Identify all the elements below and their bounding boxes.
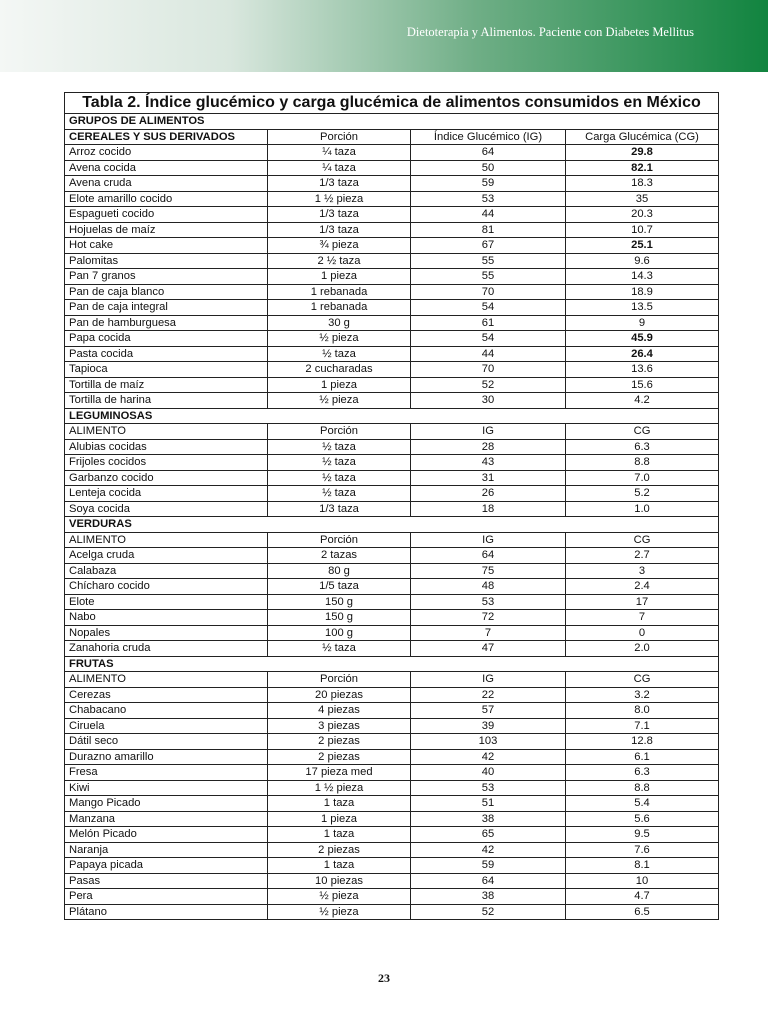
ig-cell: 30 (411, 393, 566, 409)
portion-cell: ½ pieza (268, 904, 411, 920)
ig-cell: 26 (411, 486, 566, 502)
ig-cell: 52 (411, 904, 566, 920)
portion-cell: 1 taza (268, 796, 411, 812)
portion-cell: 30 g (268, 315, 411, 331)
food-name: Hot cake (65, 238, 268, 254)
cg-cell: 5.6 (566, 811, 719, 827)
portion-cell: 3 piezas (268, 718, 411, 734)
table-row (65, 253, 719, 269)
table-row (65, 703, 719, 719)
cg-cell: 4.7 (566, 889, 719, 905)
cg-cell: 6.1 (566, 749, 719, 765)
portion-cell: ½ taza (268, 346, 411, 362)
portion-cell: ½ pieza (268, 331, 411, 347)
table-row (65, 191, 719, 207)
cg-cell: 15.6 (566, 377, 719, 393)
ig-cell: 67 (411, 238, 566, 254)
cg-cell: 14.3 (566, 269, 719, 285)
portion-cell: 1 taza (268, 827, 411, 843)
cg-cell: 13.6 (566, 362, 719, 378)
section-title-row (65, 517, 719, 533)
ig-cell: 44 (411, 207, 566, 223)
ig-cell: 47 (411, 641, 566, 657)
portion-cell: 2 ½ taza (268, 253, 411, 269)
ig-cell: 43 (411, 455, 566, 471)
ig-cell: 28 (411, 439, 566, 455)
column-header: IG (411, 424, 566, 440)
cg-cell: 7.1 (566, 718, 719, 734)
food-name: Elote amarillo cocido (65, 191, 268, 207)
portion-cell: 100 g (268, 625, 411, 641)
portion-cell: 2 cucharadas (268, 362, 411, 378)
table-row (65, 439, 719, 455)
table-row (65, 811, 719, 827)
ig-cell: 64 (411, 548, 566, 564)
food-name: Papaya picada (65, 858, 268, 874)
cg-cell: 8.0 (566, 703, 719, 719)
food-name: Mango Picado (65, 796, 268, 812)
cg-cell: 9 (566, 315, 719, 331)
cg-cell: 9.6 (566, 253, 719, 269)
cg-cell: 82.1 (566, 160, 719, 176)
portion-cell: 1/3 taza (268, 222, 411, 238)
table-row (65, 176, 719, 192)
food-name: Melón Picado (65, 827, 268, 843)
cg-cell: 8.8 (566, 455, 719, 471)
food-name: Dátil seco (65, 734, 268, 750)
food-name: Pera (65, 889, 268, 905)
food-name: Ciruela (65, 718, 268, 734)
glycemic-table (64, 92, 719, 920)
column-header: ALIMENTO (65, 424, 268, 440)
table-row (65, 300, 719, 316)
ig-cell: 7 (411, 625, 566, 641)
ig-cell: 48 (411, 579, 566, 595)
ig-cell: 64 (411, 145, 566, 161)
section-header-row (65, 129, 719, 145)
ig-cell: 70 (411, 362, 566, 378)
section-title: VERDURAS (65, 517, 719, 533)
table-row (65, 749, 719, 765)
food-name: Kiwi (65, 780, 268, 796)
portion-cell: 17 pieza med (268, 765, 411, 781)
table-row (65, 486, 719, 502)
ig-cell: 55 (411, 253, 566, 269)
portion-cell: 4 piezas (268, 703, 411, 719)
food-name: Palomitas (65, 253, 268, 269)
section-title-row (65, 656, 719, 672)
portion-cell: 80 g (268, 563, 411, 579)
table-row (65, 579, 719, 595)
portion-cell: 2 piezas (268, 734, 411, 750)
cg-cell: 6.3 (566, 439, 719, 455)
food-name: Plátano (65, 904, 268, 920)
cg-cell: 12.8 (566, 734, 719, 750)
table-row (65, 145, 719, 161)
portion-cell: 20 piezas (268, 687, 411, 703)
portion-cell: ¼ taza (268, 145, 411, 161)
table-row (65, 858, 719, 874)
food-name: Espagueti cocido (65, 207, 268, 223)
portion-cell: 2 tazas (268, 548, 411, 564)
section-title-row (65, 408, 719, 424)
table-row (65, 315, 719, 331)
portion-cell: ¾ pieza (268, 238, 411, 254)
cg-cell: 8.1 (566, 858, 719, 874)
ig-cell: 55 (411, 269, 566, 285)
ig-cell: 64 (411, 873, 566, 889)
food-name: Arroz cocido (65, 145, 268, 161)
table-row (65, 904, 719, 920)
ig-cell: 75 (411, 563, 566, 579)
column-header: Índice Glucémico (IG) (411, 129, 566, 145)
food-name: Fresa (65, 765, 268, 781)
portion-cell: 2 piezas (268, 749, 411, 765)
column-header: Carga Glucémica (CG) (566, 129, 719, 145)
ig-cell: 38 (411, 811, 566, 827)
table-row (65, 470, 719, 486)
portion-cell: 1 rebanada (268, 300, 411, 316)
portion-cell: ½ pieza (268, 889, 411, 905)
portion-cell: 1/3 taza (268, 176, 411, 192)
cg-cell: 3.2 (566, 687, 719, 703)
ig-cell: 18 (411, 501, 566, 517)
table-row (65, 765, 719, 781)
portion-cell: ½ taza (268, 455, 411, 471)
ig-cell: 53 (411, 594, 566, 610)
cg-cell: 17 (566, 594, 719, 610)
food-name: Zanahoria cruda (65, 641, 268, 657)
food-name: Pan 7 granos (65, 269, 268, 285)
portion-cell: 150 g (268, 610, 411, 626)
food-name: Tapioca (65, 362, 268, 378)
food-name: Chabacano (65, 703, 268, 719)
glycemic-table-container (64, 92, 718, 920)
food-name: Nopales (65, 625, 268, 641)
cg-cell: 7.6 (566, 842, 719, 858)
portion-cell: 1 ½ pieza (268, 191, 411, 207)
table-row (65, 455, 719, 471)
food-name: Papa cocida (65, 331, 268, 347)
section-title: CEREALES Y SUS DERIVADOS (65, 129, 268, 145)
portion-cell: 1 pieza (268, 811, 411, 827)
running-header: Dietoterapia y Alimentos. Paciente con Diabetes Mellitus (406, 25, 694, 39)
food-name: Chícharo cocido (65, 579, 268, 595)
column-header: Porción (268, 532, 411, 548)
table-row (65, 889, 719, 905)
ig-cell: 59 (411, 858, 566, 874)
food-name: Durazno amarillo (65, 749, 268, 765)
food-name: Calabaza (65, 563, 268, 579)
food-name: Alubias cocidas (65, 439, 268, 455)
column-header: ALIMENTO (65, 532, 268, 548)
table-row (65, 563, 719, 579)
table-row (65, 331, 719, 347)
food-name: Garbanzo cocido (65, 470, 268, 486)
food-name: Manzana (65, 811, 268, 827)
table-row (65, 625, 719, 641)
column-header-row (65, 672, 719, 688)
cg-cell: 18.9 (566, 284, 719, 300)
cg-cell: 8.8 (566, 780, 719, 796)
table-row (65, 827, 719, 843)
table-row (65, 346, 719, 362)
cg-cell: 20.3 (566, 207, 719, 223)
food-name: Tortilla de harina (65, 393, 268, 409)
column-header: IG (411, 532, 566, 548)
cg-cell: 1.0 (566, 501, 719, 517)
food-name: Lenteja cocida (65, 486, 268, 502)
cg-cell: 13.5 (566, 300, 719, 316)
table-row (65, 269, 719, 285)
food-name: Pasas (65, 873, 268, 889)
portion-cell: 1/3 taza (268, 207, 411, 223)
portion-cell: ½ taza (268, 486, 411, 502)
cg-cell: 2.4 (566, 579, 719, 595)
table-row (65, 873, 719, 889)
portion-cell: 1 taza (268, 858, 411, 874)
ig-cell: 51 (411, 796, 566, 812)
ig-cell: 39 (411, 718, 566, 734)
portion-cell: 1/3 taza (268, 501, 411, 517)
ig-cell: 81 (411, 222, 566, 238)
table-row (65, 594, 719, 610)
table-row (65, 610, 719, 626)
cg-cell: 7 (566, 610, 719, 626)
cg-cell: 6.3 (566, 765, 719, 781)
column-header-row (65, 424, 719, 440)
table-row (65, 222, 719, 238)
ig-cell: 70 (411, 284, 566, 300)
column-header: CG (566, 532, 719, 548)
column-header: CG (566, 424, 719, 440)
page-number: 23 (378, 971, 390, 985)
food-name: Acelga cruda (65, 548, 268, 564)
portion-cell: 1/5 taza (268, 579, 411, 595)
cg-cell: 5.2 (566, 486, 719, 502)
ig-cell: 38 (411, 889, 566, 905)
cg-cell: 5.4 (566, 796, 719, 812)
ig-cell: 59 (411, 176, 566, 192)
portion-cell: 1 rebanada (268, 284, 411, 300)
cg-cell: 3 (566, 563, 719, 579)
table-row (65, 284, 719, 300)
ig-cell: 31 (411, 470, 566, 486)
table-row (65, 501, 719, 517)
table-title: Tabla 2. Índice glucémico y carga glucémica de alimentos consumidos en México (65, 93, 719, 114)
portion-cell: ½ taza (268, 641, 411, 657)
header-band (0, 0, 768, 72)
table-row (65, 734, 719, 750)
column-header: Porción (268, 129, 411, 145)
column-header-row (65, 532, 719, 548)
cg-cell: 45.9 (566, 331, 719, 347)
cg-cell: 9.5 (566, 827, 719, 843)
table-row (65, 393, 719, 409)
food-name: Soya cocida (65, 501, 268, 517)
cg-cell: 0 (566, 625, 719, 641)
ig-cell: 22 (411, 687, 566, 703)
portion-cell: 10 piezas (268, 873, 411, 889)
table-row (65, 160, 719, 176)
table-row (65, 796, 719, 812)
ig-cell: 65 (411, 827, 566, 843)
cg-cell: 10.7 (566, 222, 719, 238)
ig-cell: 42 (411, 749, 566, 765)
ig-cell: 61 (411, 315, 566, 331)
table-row (65, 548, 719, 564)
table-row (65, 362, 719, 378)
portion-cell: 1 pieza (268, 377, 411, 393)
food-name: Pan de hamburguesa (65, 315, 268, 331)
cg-cell: 25.1 (566, 238, 719, 254)
food-name: Pan de caja integral (65, 300, 268, 316)
table-row (65, 842, 719, 858)
section-title: FRUTAS (65, 656, 719, 672)
table-row (65, 377, 719, 393)
portion-cell: 150 g (268, 594, 411, 610)
food-name: Avena cruda (65, 176, 268, 192)
food-name: Naranja (65, 842, 268, 858)
ig-cell: 44 (411, 346, 566, 362)
column-header: IG (411, 672, 566, 688)
table-row (65, 238, 719, 254)
column-header: ALIMENTO (65, 672, 268, 688)
column-header: Porción (268, 424, 411, 440)
food-name: Hojuelas de maíz (65, 222, 268, 238)
table-row (65, 641, 719, 657)
cg-cell: 2.0 (566, 641, 719, 657)
ig-cell: 42 (411, 842, 566, 858)
ig-cell: 54 (411, 300, 566, 316)
food-name: Pan de caja blanco (65, 284, 268, 300)
ig-cell: 52 (411, 377, 566, 393)
cg-cell: 26.4 (566, 346, 719, 362)
ig-cell: 50 (411, 160, 566, 176)
table-row (65, 780, 719, 796)
cg-cell: 29.8 (566, 145, 719, 161)
cg-cell: 4.2 (566, 393, 719, 409)
ig-cell: 40 (411, 765, 566, 781)
ig-cell: 103 (411, 734, 566, 750)
column-header: CG (566, 672, 719, 688)
food-name: Frijoles cocidos (65, 455, 268, 471)
column-header: Porción (268, 672, 411, 688)
ig-cell: 72 (411, 610, 566, 626)
cg-cell: 7.0 (566, 470, 719, 486)
portion-cell: 1 ½ pieza (268, 780, 411, 796)
food-name: Tortilla de maíz (65, 377, 268, 393)
cg-cell: 10 (566, 873, 719, 889)
groups-label: GRUPOS DE ALIMENTOS (65, 114, 719, 130)
table-row (65, 687, 719, 703)
portion-cell: ½ taza (268, 470, 411, 486)
food-name: Pasta cocida (65, 346, 268, 362)
cg-cell: 35 (566, 191, 719, 207)
ig-cell: 54 (411, 331, 566, 347)
ig-cell: 57 (411, 703, 566, 719)
food-name: Nabo (65, 610, 268, 626)
section-title: LEGUMINOSAS (65, 408, 719, 424)
portion-cell: ¼ taza (268, 160, 411, 176)
food-name: Avena cocida (65, 160, 268, 176)
cg-cell: 6.5 (566, 904, 719, 920)
cg-cell: 18.3 (566, 176, 719, 192)
portion-cell: ½ taza (268, 439, 411, 455)
portion-cell: 2 piezas (268, 842, 411, 858)
portion-cell: 1 pieza (268, 269, 411, 285)
ig-cell: 53 (411, 191, 566, 207)
cg-cell: 2.7 (566, 548, 719, 564)
food-name: Cerezas (65, 687, 268, 703)
table-row (65, 718, 719, 734)
food-name: Elote (65, 594, 268, 610)
portion-cell: ½ pieza (268, 393, 411, 409)
ig-cell: 53 (411, 780, 566, 796)
table-row (65, 207, 719, 223)
